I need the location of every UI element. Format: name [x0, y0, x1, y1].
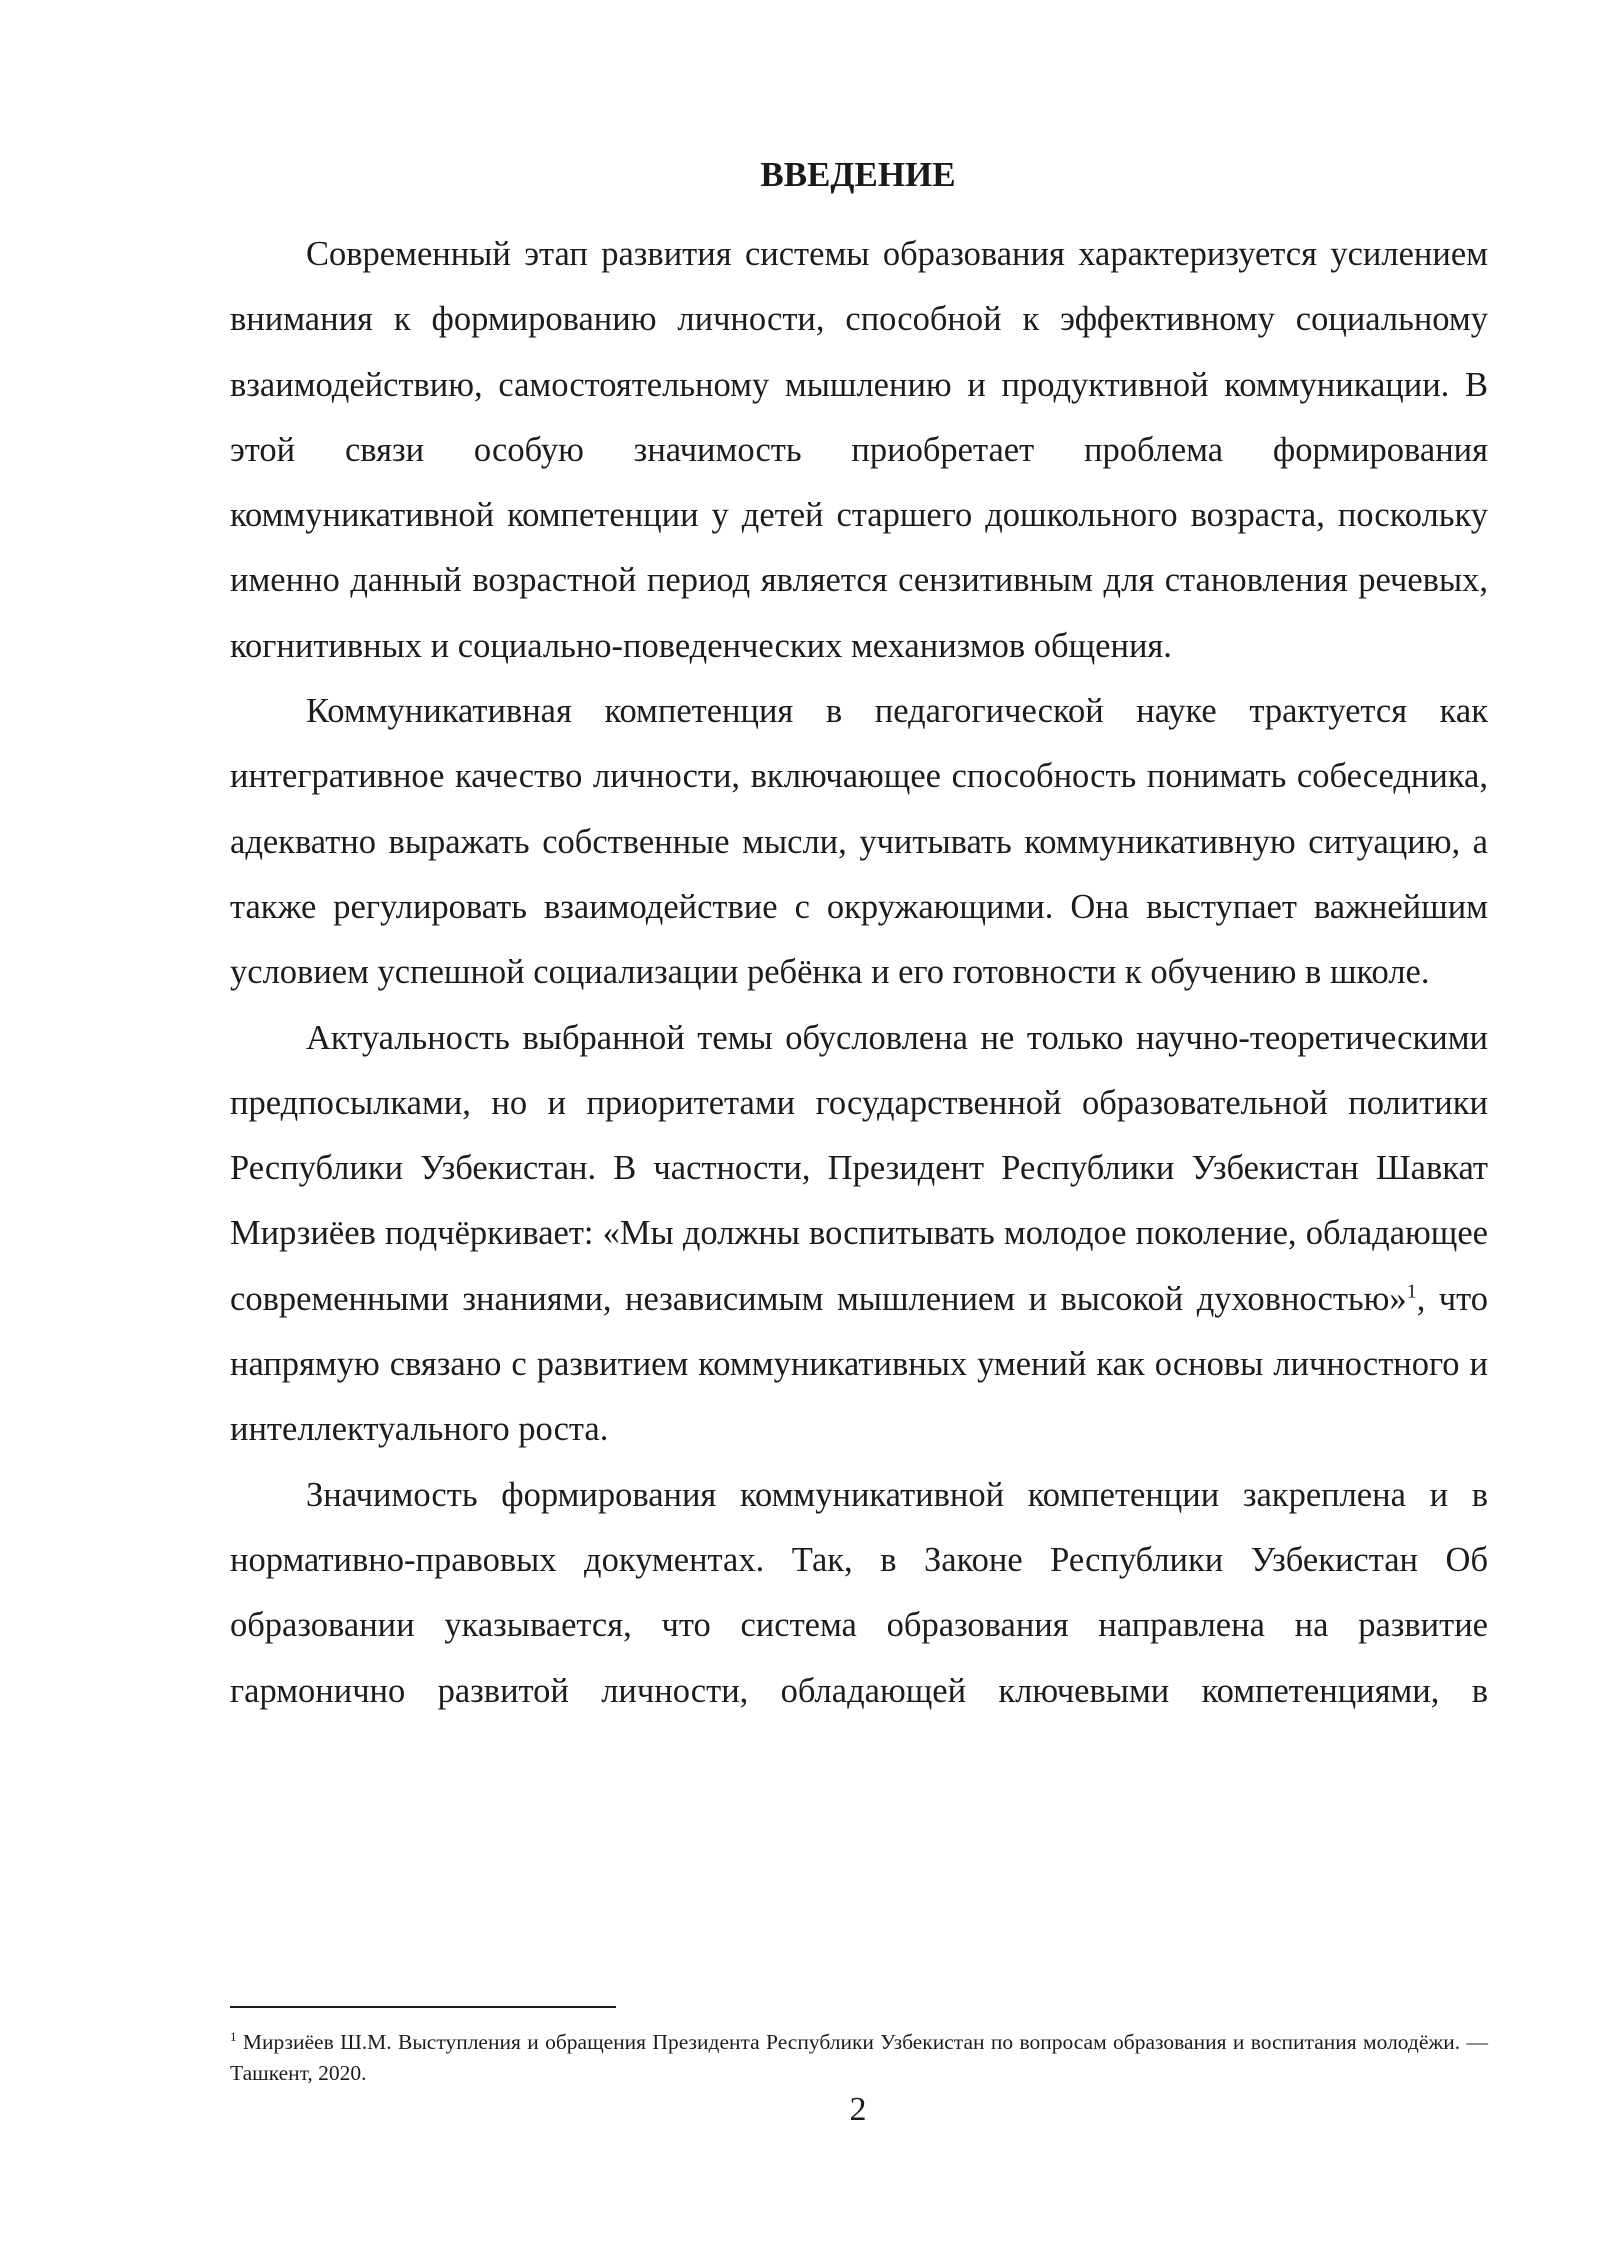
footnote-separator	[230, 2006, 616, 2008]
footnote-mark: 1	[230, 2028, 237, 2044]
paragraph-1: Современный этап развития системы образования характеризуется усилением внимания к формированию личности, способной к эффективному социальному взаимодействию, самостоятельному мышлению и продуктивной коммуникации. В этой связи особую значимость приобретает проблема формирования коммуникативной компетенции у детей старшего дошкольного возраста, поскольку именно данный возрастной период является сензитивным для становления речевых, когнитивных и социально-поведенческих механизмов общения.	[230, 235, 1488, 665]
paragraph-2: Коммуникативная компетенция в педагогической науке трактуется как интегративное качество личности, включающее способность понимать собеседника, адекватно выражать собственные мысли, учитывать коммуникативную ситуацию, а также регулировать взаимодействие с окружающими. Она выступает важнейшим условием успешной социализации ребёнка и его готовности к обучению в школе.	[230, 692, 1488, 992]
paragraph-3-text: Актуальность выбранной темы обусловлена не только научно-теоретическими предпосылками, но и приоритетами государственной образовательной политики Республики Узбекистан. В частности, Президент Республики Узбекистан Шавкат Мирзиёев подчёркивает: «Мы должны воспитывать молодое поколение, обладающее современными знаниями, независимым мышлением и высокой духовностью»	[230, 1018, 1488, 1318]
footnote-reference[interactable]: 1	[1406, 1280, 1417, 1303]
paragraph-3	[230, 1006, 1488, 1463]
footnote-text: Мирзиёев Ш.М. Выступления и обращения Президента Республики Узбекистан по вопросам образования и воспитания молодёжи. — Ташкент, 2020.	[230, 2030, 1488, 2085]
page-number: 2	[849, 2091, 867, 2128]
body-text	[230, 222, 1488, 1724]
section-heading: ВВЕДЕНИЕ	[760, 155, 956, 194]
footnote	[230, 2027, 1488, 2089]
paragraph-4: Значимость формирования коммуникативной компетенции закреплена и в нормативно-правовых документах. Так, в Законе Республики Узбекистан Об образовании указывается, что система образования направлена на развитие гармонично развитой личности, обладающей ключевыми компетенциями, в	[230, 1475, 1488, 1710]
paragraph-3-continuation: , что напрямую связано с развитием коммуникативных умений как основы личностного и интеллектуального роста.	[230, 1279, 1488, 1449]
